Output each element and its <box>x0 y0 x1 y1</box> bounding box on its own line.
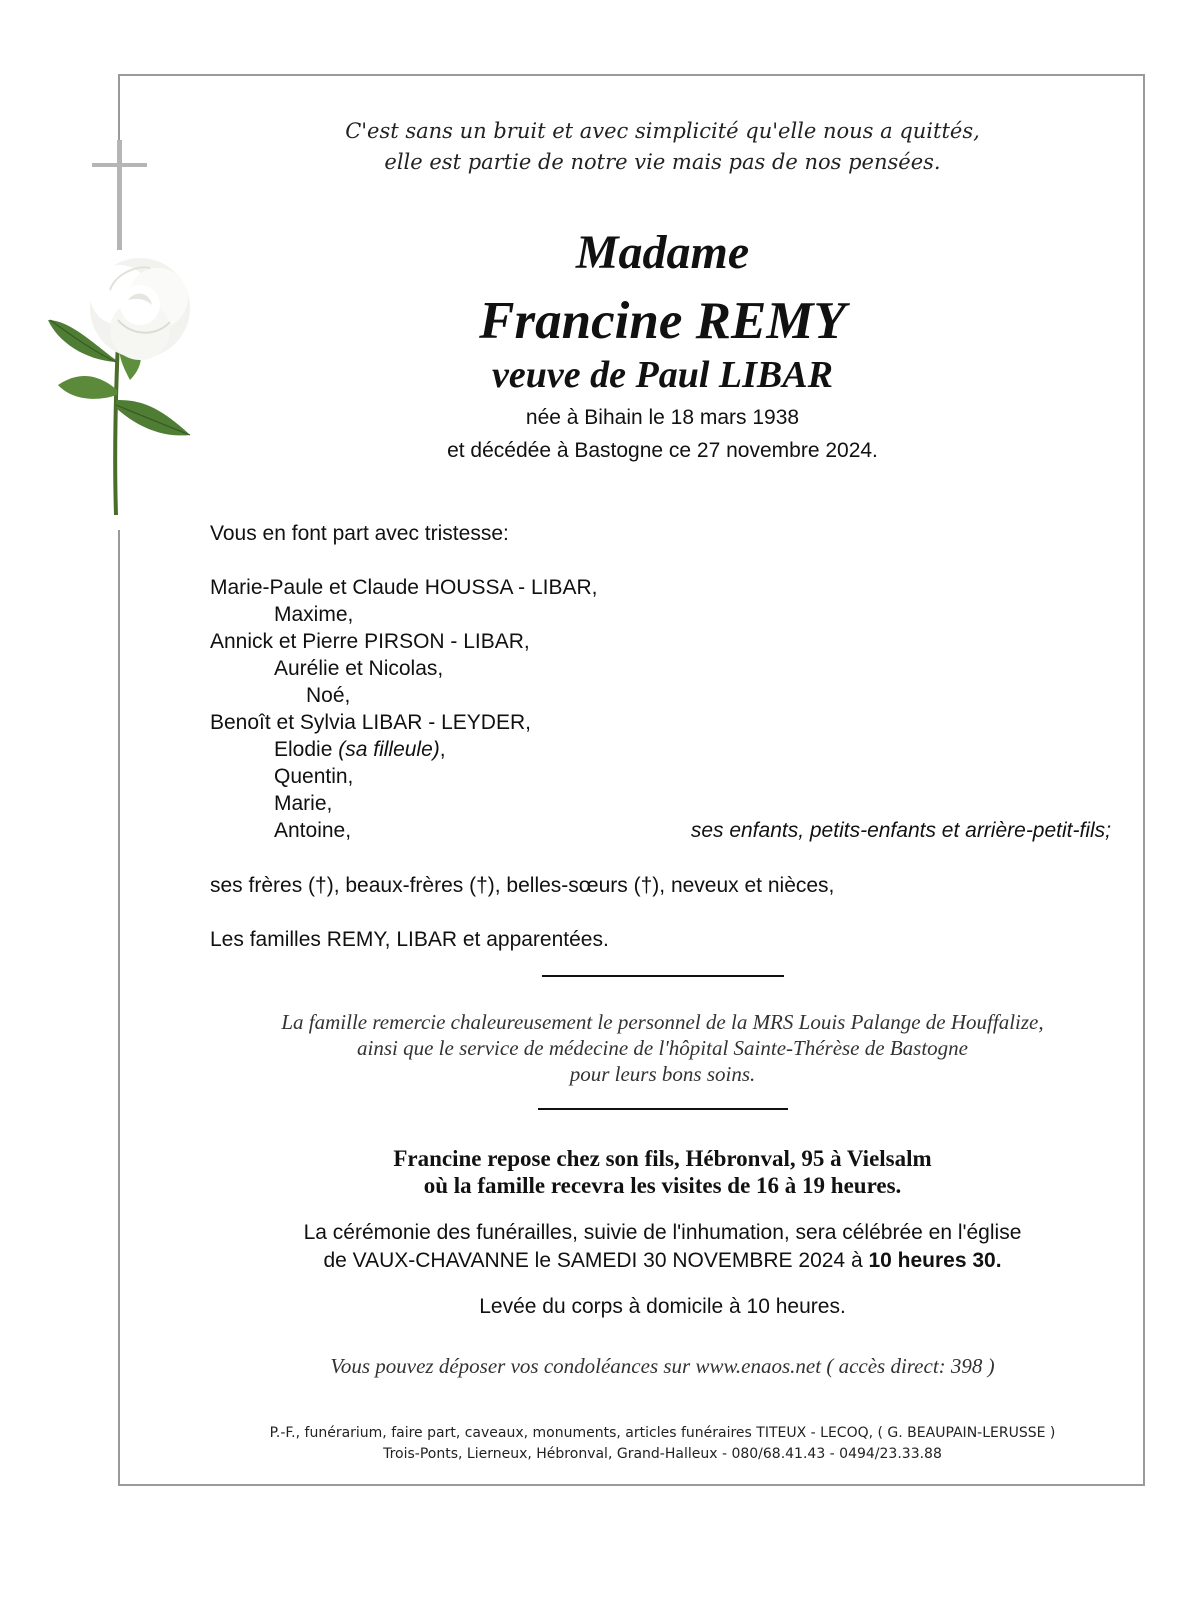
deceased-spouse: veuve de Paul LIBAR <box>492 354 833 396</box>
visit-line-2: où la famille recevra les visites de 16 à 19 heures. <box>423 1173 902 1198</box>
deceased-title: Madame <box>575 226 750 279</box>
thanks-line-1: La famille remercie chaleureusement le personnel de la MRS Louis Palange de Houffalize, <box>281 1010 1044 1034</box>
funeral-home-footer <box>130 1423 1195 1465</box>
quote-line-2: elle est partie de notre vie mais pas de nos pensées. <box>384 150 941 174</box>
quote-line-1: C'est sans un bruit et avec simplicité qu'elle nous a quittés, <box>345 119 980 143</box>
family-member: Noé, <box>306 684 351 707</box>
family-member <box>274 738 446 762</box>
family-relation: ses enfants, petits-enfants et arrière-petit-fils; <box>690 819 1111 842</box>
family-member: Benoît et Sylvia LIBAR - LEYDER, <box>210 711 531 734</box>
footer-line-2: Trois-Ponts, Lierneux, Hébronval, Grand-Halleux - 080/68.41.43 - 0494/23.33.88 <box>383 1446 942 1462</box>
visit-info <box>130 1145 1195 1199</box>
birth-line: née à Bihain le 18 mars 1938 <box>525 406 800 429</box>
divider-1 <box>542 975 784 977</box>
family-member-name: Elodie <box>274 738 333 761</box>
family-member: Quentin, <box>274 765 354 788</box>
thanks-line-3: pour leurs bons soins. <box>569 1062 756 1086</box>
opening-quote <box>130 116 1195 178</box>
ceremony-line-2 <box>130 1247 1195 1275</box>
thanks-line-2: ainsi que le service de médecine de l'hôpital Sainte-Thérèse de Bastogne <box>357 1036 968 1060</box>
footer-line-1: P.-F., funérarium, faire part, caveaux, monuments, articles funéraires TITEUX - LECOQ, ( G. BEAUPAIN-LERUSSE ) <box>269 1425 1056 1441</box>
family-member: Maxime, <box>274 603 354 626</box>
siblings-line: ses frères (†), beaux-frères (†), belles-sœurs (†), neveux et nièces, <box>210 874 835 897</box>
ceremony-time: 10 heures 30. <box>868 1249 1002 1272</box>
divider-2 <box>538 1108 788 1110</box>
levee-info: Levée du corps à domicile à 10 heures. <box>479 1295 846 1318</box>
ceremony-date: de VAUX-CHAVANNE le SAMEDI 30 NOVEMBRE 2024 à <box>323 1249 869 1272</box>
family-member: Marie, <box>274 792 333 815</box>
ceremony-line-1: La cérémonie des funérailles, suivie de l'inhumation, sera célébrée en l'église <box>303 1221 1022 1244</box>
announce-intro: Vous en font part avec tristesse: <box>210 522 509 545</box>
family-member-note: (sa filleule) <box>338 738 440 761</box>
family-member: Marie-Paule et Claude HOUSSA - LIBAR, <box>210 576 598 599</box>
deceased-name: Francine REMY <box>479 292 846 350</box>
family-member: Aurélie et Nicolas, <box>274 657 444 680</box>
thanks-text <box>130 1009 1195 1087</box>
visit-line-1: Francine repose chez son fils, Hébronval, 95 à Vielsalm <box>393 1146 932 1171</box>
death-line: et décédée à Bastogne ce 27 novembre 2024. <box>447 439 878 462</box>
condolences-info: Vous pouvez déposer vos condoléances sur www.enaos.net ( accès direct: 398 ) <box>330 1354 995 1378</box>
ceremony-info <box>130 1219 1195 1275</box>
birth-death-dates <box>130 401 1195 467</box>
family-member-suffix: , <box>439 738 446 761</box>
families-line: Les familles REMY, LIBAR et apparentées. <box>210 928 609 951</box>
family-member: Antoine, <box>274 819 352 842</box>
family-member: Annick et Pierre PIRSON - LIBAR, <box>210 630 530 653</box>
